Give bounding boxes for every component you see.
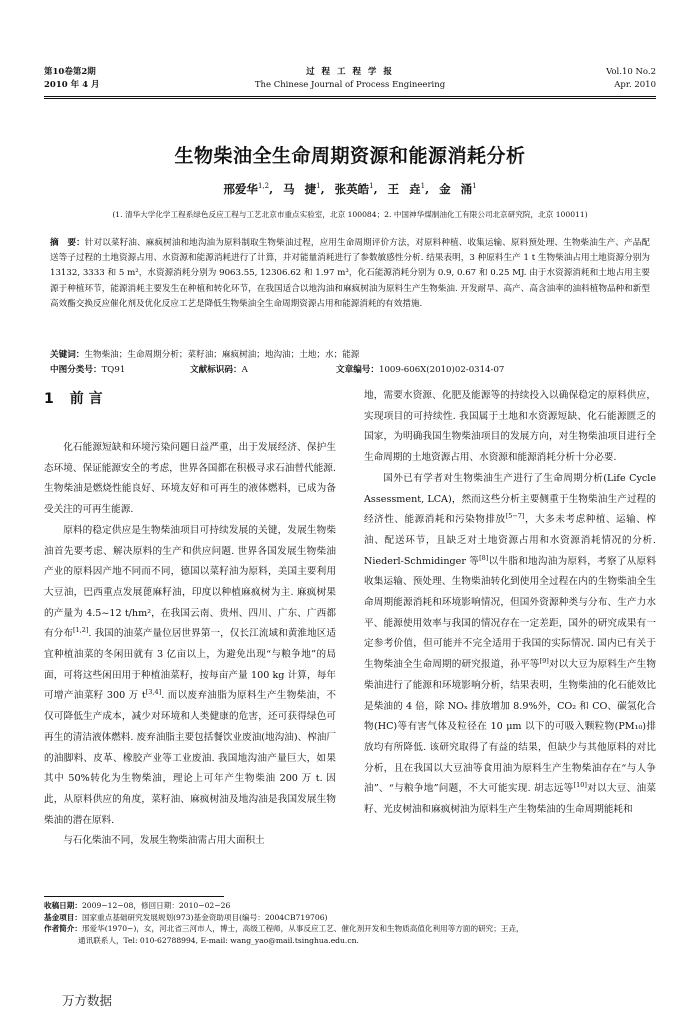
- classification-line: [50, 363, 650, 378]
- keywords-label: 关键词：: [50, 350, 85, 360]
- paragraph: 化石能源短缺和环境污染问题日益严重，出于发展经济、保护生态环境、保证能源安全的考虑，世界各国都在积极寻求石油替代能源. 生物柴油是燃烧性能良好、环境友好和可再生的液体燃料，已成为备受关注的可再生能源.: [44, 442, 336, 516]
- paragraph: 与石化柴油不同，发展生物柴油需占用大面积土: [63, 835, 265, 847]
- author-name: 张英皓: [334, 182, 370, 196]
- paragraph: 地，需要水资源、化肥及能源等的持续投入以确保稳定的原料供应，实现项目的可持续性. 我国属于土地和水资源短缺、化石能源匮乏的国家，为明确我国生物柴油项目的发展方向，对生物柴油项目进行全生命周期的土地资源占用、水资源和能源消耗分析十分必要.: [364, 390, 656, 464]
- author-name: 金 涌: [439, 182, 473, 196]
- citation: [8]: [479, 553, 489, 562]
- citation: [9]: [539, 657, 549, 666]
- author-affil-mark: 1: [472, 182, 477, 191]
- author-list: 邢爱华$^{1,2}$, 马 捷$^1$, 张英皓$^1$, 王 垚$^1$, 金 涌$^1$: [223, 182, 477, 196]
- citation: [1,2]: [72, 626, 89, 635]
- paragraph: 原料的稳定供应是生物柴油项目可持续发展的关键，发展生物柴油首先要考虑、解决原料的生产和供应问题. 世界各国发展生物柴油产业的原料因产地不同而不同，德国以菜籽油为原料，美国主要利用大豆油，巴西重点发展蓖麻籽油，印度以种植麻疯树为主. 麻疯树果的产量为 4.5~12 t/hm²，在我国云南、贵州、四川、广东、广西都有分布[1,2]. 我国的油菜产量位居世界第一，仅长江流域和黄淮地区适宜种植油菜的冬闲田就有 3 亿亩以上，为避免出现“与粮争地”的局面，可将这些闲田用于种植油菜籽，按每亩产量 100 kg 计算，每年可增产油菜籽 300 万 t[3,4]. 而以废弃油脂为原料生产生物柴油，不仅可降低生产成本，减少对环境和人类健康的危害，还可获得绿色可再生的清洁液体燃料. 废弃油脂主要包括餐饮业废油(地沟油)、榨油厂的油脚料、皮革、橡胶产业等工业废油. 我国地沟油产量巨大，如果其中 50%转化为生物柴油，理论上可年产生物柴油 200 万 t. 因此，从原料供应的角度，菜籽油、麻疯树油及地沟油是我国发展生物柴油的潜在原料.: [44, 524, 336, 826]
- contact-line: 通讯联系人，Tel: 010-62788994, E-mail: wang_yao@mail.tsinghua.edu.cn.: [78, 935, 359, 945]
- fund-line: 基金项目：国家重点基础研究发展规划(973)基金资助项目(编号：2004CB719706): [44, 912, 328, 922]
- date-cn: 2010 年 4 月: [44, 80, 100, 90]
- header-center: [44, 66, 656, 92]
- citation: [3,4]: [145, 688, 162, 697]
- volume-cn: 第10卷第2期: [44, 67, 96, 77]
- abstract-text: 针对以菜籽油、麻疯树油和地沟油为原料制取生物柴油过程，应用生命周期评价方法，对原料种植、收集运输、原料预处理、生物柴油生产、产品配送等子过程的土地资源占用、水资源和能源消耗进行了计算，并对能量消耗进行了参数敏感性分析. 结果表明，3 种原料生产 1 t 生物柴油占用土地资源分别为 13132, 3333 和 5 m²，水资源消耗分别为 9063.55, 12306.62 和 1.97 m³，化石能源消耗分别为 0.9, 0.67 和 0.25 MJ. 由于水资源消耗和土地占用主要源于种植环节，能源消耗主要发生在种植和转化环节，在我国适合以地沟油和麻疯树油为原料生产生物柴油. 开发耐旱、高产、高含油率的油料植物品种和新型高效酯交换反应催化剂及优化反应工艺是降低生物柴油全生命周期资源占用和能源消耗的有效措施.: [50, 238, 650, 309]
- left-column: [44, 388, 336, 852]
- header-right: [606, 66, 656, 92]
- footnote-rule: [44, 896, 224, 897]
- author-bio-line: 作者简介：邢爱华(1970−)，女，河北省三河市人，博士，高级工程师，从事反应工艺、催化剂开发和生物质高值化利用等方面的研究；王垚，: [44, 924, 524, 934]
- abstract: [50, 236, 650, 312]
- right-column: [364, 386, 656, 821]
- journal-name-en: The Chinese Journal of Process Engineering: [254, 80, 446, 90]
- citation: [5−7]: [505, 512, 525, 521]
- article-title: 生物柴油全生命周期资源和能源消耗分析: [174, 145, 526, 167]
- date-en: Apr. 2010: [614, 80, 656, 90]
- affiliations: (1. 清华大学化学工程系绿色反应工程与工艺北京市重点实验室，北京 100084；2. 中国神华煤制油化工有限公司北京研究院，北京 100011): [112, 210, 588, 219]
- abstract-label: 摘 要：: [50, 238, 85, 248]
- article-no-label: 文章编号：: [336, 365, 379, 375]
- header-rule-thin: [44, 98, 656, 99]
- section-number: 1: [44, 391, 54, 407]
- running-header: [44, 66, 656, 96]
- article-no: 1009-606X(2010)02-0314-07: [378, 365, 505, 375]
- clc-label: 中图分类号：: [50, 365, 102, 375]
- keywords-text: 生物柴油；生命周期分析；菜籽油；麻疯树油；地沟油；土地；水；能源: [84, 350, 360, 360]
- author-name: 邢爱华: [223, 182, 258, 196]
- citation: [10]: [573, 781, 587, 790]
- author-affil-mark: 1: [369, 182, 374, 191]
- clc-code: TQ91: [101, 365, 126, 375]
- author-affil-mark: 1: [316, 182, 321, 191]
- header-rule-thick: [44, 96, 656, 97]
- author-name: 王 垚: [387, 182, 421, 196]
- volume-en: Vol.10 No.2: [606, 67, 656, 77]
- author-name: 马 捷: [283, 182, 317, 196]
- author-affil-mark: 1,2: [257, 182, 270, 191]
- author-affil-mark: 1: [420, 182, 426, 191]
- received-line: 收稿日期：2009−12−08，修回日期：2010−02−26: [44, 901, 231, 910]
- watermark: 万方数据: [62, 993, 113, 1008]
- journal-name-cn: 过 程 工 程 学 报: [306, 67, 394, 77]
- doc-code: A: [241, 365, 248, 375]
- doc-code-label: 文献标识码：: [190, 365, 242, 375]
- section-heading: [44, 388, 336, 410]
- keywords: [50, 348, 650, 363]
- section-title: 前 言: [69, 391, 103, 407]
- footnotes: [44, 900, 656, 946]
- paragraph: 国外已有学者对生物柴油生产进行了生命周期分析(Life Cycle Assessment, LCA)，然而这些分析主要侧重于生物柴油生产过程的经济性、能源消耗和污染物排放[5−7]，大多未考虑种植、运输、榨油、配送环节，且缺乏对土地资源占用和水资源消耗情况的分析. Niederl-Schmidinger 等[8]以牛脂和地沟油为原料，考察了从原料收集运输、预处理、生物柴油转化到使用全过程在内的生物柴油全生命周期能源消耗和环境影响情况，但国外资源种类与分布、生产力水平、能源使用效率与我国的情况存在一定差距，国外的研究成果有一定参考价值，但可能并不完全适用于我国的实际情况. 国内已有关于生物柴油全生命周期的研究报道，孙平等[9]对以大豆为原料生产生物柴油进行了能源和环境影响分析，结果表明，生物柴油的化石能效比是柴油的 4 倍，除 NOₓ 排放增加 8.9%外，CO₂ 和 CO、碳氢化合物(HC)等有害气体及粒径在 10 μm 以下的可吸入颗粒物(PM₁₀)排放均有所降低. 该研究取得了有益的结果，但缺少与其他原料的对比分析，且在我国以大豆油等食用油为原料生产生物柴油存在“与人争油”、“与粮争地”问题，不大可能实现. 胡志远等[10]对以大豆、油菜籽、光皮树油和麻疯树油为原料生产生物柴油的生命周期能耗和: [364, 472, 657, 816]
